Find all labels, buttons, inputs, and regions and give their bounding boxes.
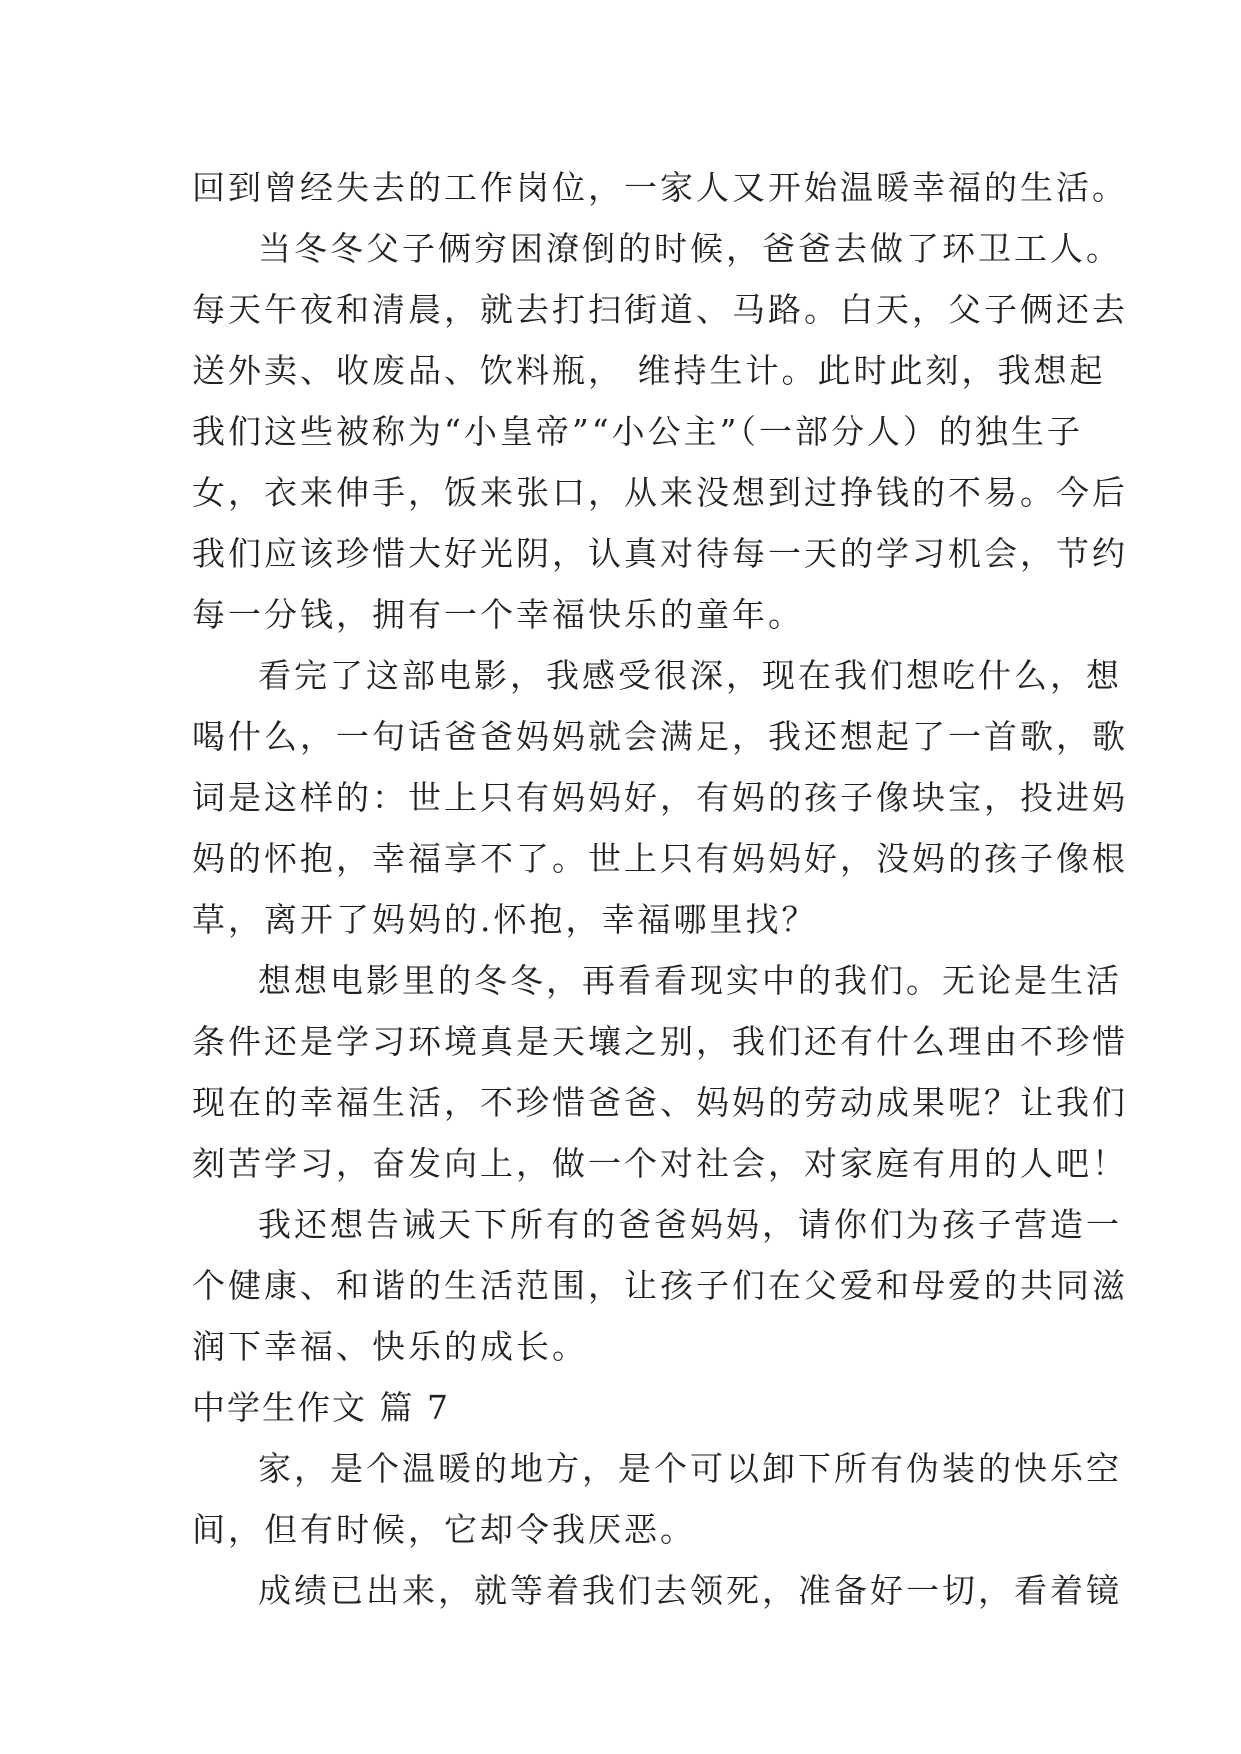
text-line: 每天午夜和清晨，就去打扫街道、马路。白天，父子俩还去 xyxy=(192,290,1128,329)
text-line: 回到曾经失去的工作岗位，一家人又开始温暖幸福的生活。 xyxy=(192,168,1128,207)
section-heading: 中学生作文 篇 7 xyxy=(192,1388,450,1427)
text-line: 我们应该珍惜大好光阴，认真对待每一天的学习机会，节约 xyxy=(192,534,1128,573)
text-line: 草，离开了妈妈的.怀抱，幸福哪里找？ xyxy=(192,900,818,939)
text-line: 间，但有时候，它却令我厌恶。 xyxy=(192,1510,696,1549)
text-line: 想想电影里的冬冬，再看看现实中的我们。无论是生活 xyxy=(258,961,1122,1000)
text-line: 成绩已出来，就等着我们去领死，准备好一切，看着镜 xyxy=(258,1571,1122,1610)
text-line: 喝什么，一句话爸爸妈妈就会满足，我还想起了一首歌，歌 xyxy=(192,717,1128,756)
text-line: 润下幸福、快乐的成长。 xyxy=(192,1327,588,1366)
text-line: 个健康、和谐的生活范围，让孩子们在父爱和母爱的共同滋 xyxy=(192,1266,1128,1305)
text-line: 送外卖、收废品、饮料瓶， 维持生计。此时此刻，我想起 xyxy=(192,351,1106,390)
text-line: 刻苦学习，奋发向上，做一个对社会，对家庭有用的人吧！ xyxy=(192,1144,1128,1183)
text-line: 我们这些被称为“小皇帝”“小公主”（一部分人）的独生子 xyxy=(192,412,1083,451)
text-line: 我还想告诫天下所有的爸爸妈妈，请你们为孩子营造一 xyxy=(258,1205,1122,1244)
text-line: 妈的怀抱，幸福享不了。世上只有妈妈好，没妈的孩子像根 xyxy=(192,839,1128,878)
text-line: 词是这样的：世上只有妈妈好，有妈的孩子像块宝，投进妈 xyxy=(192,778,1128,817)
text-line: 现在的幸福生活，不珍惜爸爸、妈妈的劳动成果呢？让我们 xyxy=(192,1083,1128,1122)
text-line: 女，衣来伸手，饭来张口，从来没想到过挣钱的不易。今后 xyxy=(192,473,1128,512)
text-line: 家，是个温暖的地方，是个可以卸下所有伪装的快乐空 xyxy=(258,1449,1122,1488)
text-line: 当冬冬父子俩穷困潦倒的时候，爸爸去做了环卫工人。 xyxy=(258,229,1122,268)
text-line: 每一分钱，拥有一个幸福快乐的童年。 xyxy=(192,595,804,634)
text-line: 条件还是学习环境真是天壤之别，我们还有什么理由不珍惜 xyxy=(192,1022,1128,1061)
document-body xyxy=(192,157,1128,1621)
text-line: 看完了这部电影，我感受很深，现在我们想吃什么，想 xyxy=(258,656,1122,695)
